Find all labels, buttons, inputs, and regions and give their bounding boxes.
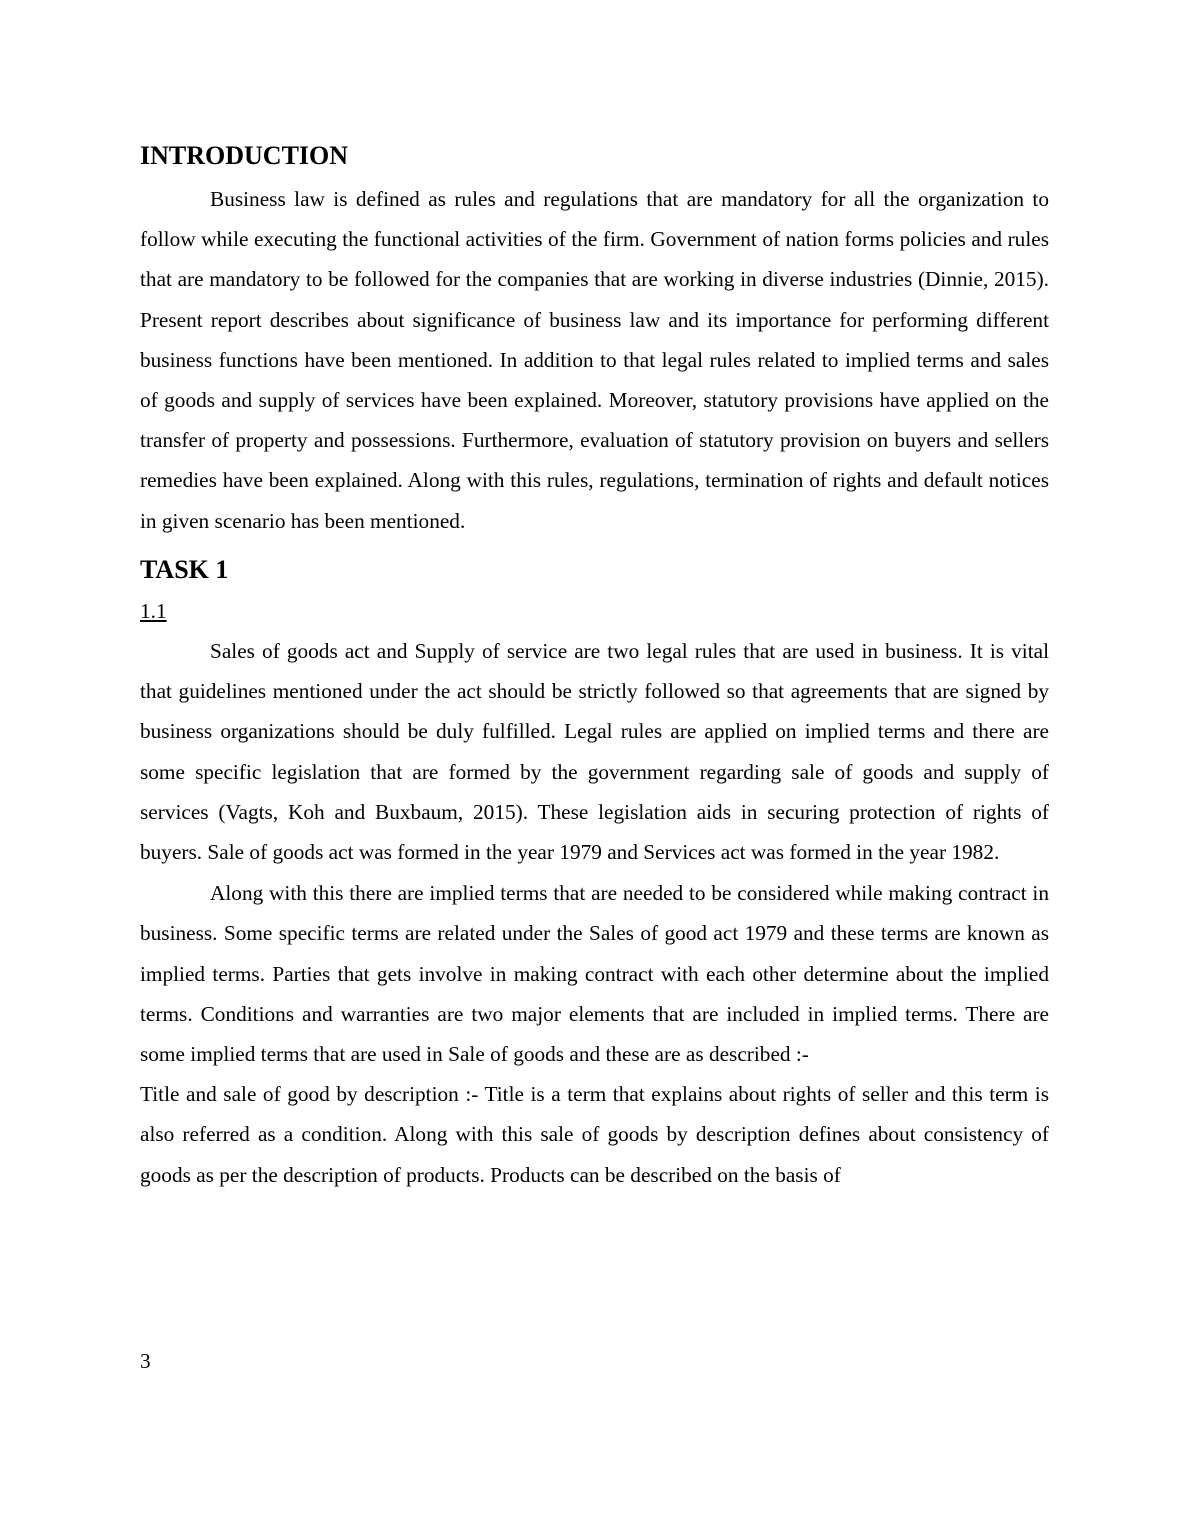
task-1-paragraph-1: Sales of goods act and Supply of service are two legal rules that are used in business. It is vital that guidelines mentioned under the act should be strictly followed so that agreements that are signed by business organizations should be duly fulfilled. Legal rules are applied on implied terms and there are some specific legislation that are formed by the government regarding sale of goods and supply of services (Vagts, Koh and Buxbaum, 2015). These legislation aids in securing protection of rights of buyers. Sale of goods act was formed in the year 1979 and Services act was formed in the year 1982. [140, 639, 1049, 865]
introduction-heading: INTRODUCTION [140, 141, 349, 170]
page-number: 3 [140, 1349, 151, 1373]
task-1-paragraph-3: Title and sale of good by description :- Title is a term that explains about rights of seller and this term is also referred as a condition. Along with this sale of goods by description defines about consistency of goods as per the description of products. Products can be described on the basis of [140, 1082, 1049, 1187]
page-content [140, 139, 1049, 1195]
task-1-heading: TASK 1 [140, 554, 229, 584]
introduction-paragraph: Business law is defined as rules and regulations that are mandatory for all the organization to follow while executing the functional activities of the firm. Government of nation forms policies and rules that are mandatory to be followed for the companies that are working in diverse industries (Dinnie, 2015). Present report describes about significance of business law and its importance for performing different business functions have been mentioned. In addition to that legal rules related to implied terms and sales of goods and supply of services have been explained. Moreover, statutory provisions have applied on the transfer of property and possessions. Furthermore, evaluation of statutory provision on buyers and sellers remedies have been explained. Along with this rules, regulations, termination of rights and default notices in given scenario has been mentioned. [140, 187, 1049, 533]
section-label-wrapper [140, 591, 1049, 631]
section-1-1-label: 1.1 [140, 598, 167, 623]
task-1-paragraph-2: Along with this there are implied terms that are needed to be considered while making contract in business. Some specific terms are related under the Sales of good act 1979 and these terms are known as implied terms. Parties that gets involve in making contract with each other determine about the implied terms. Conditions and warranties are two major elements that are included in implied terms. There are some implied terms that are used in Sale of goods and these are as described :- [140, 881, 1049, 1067]
